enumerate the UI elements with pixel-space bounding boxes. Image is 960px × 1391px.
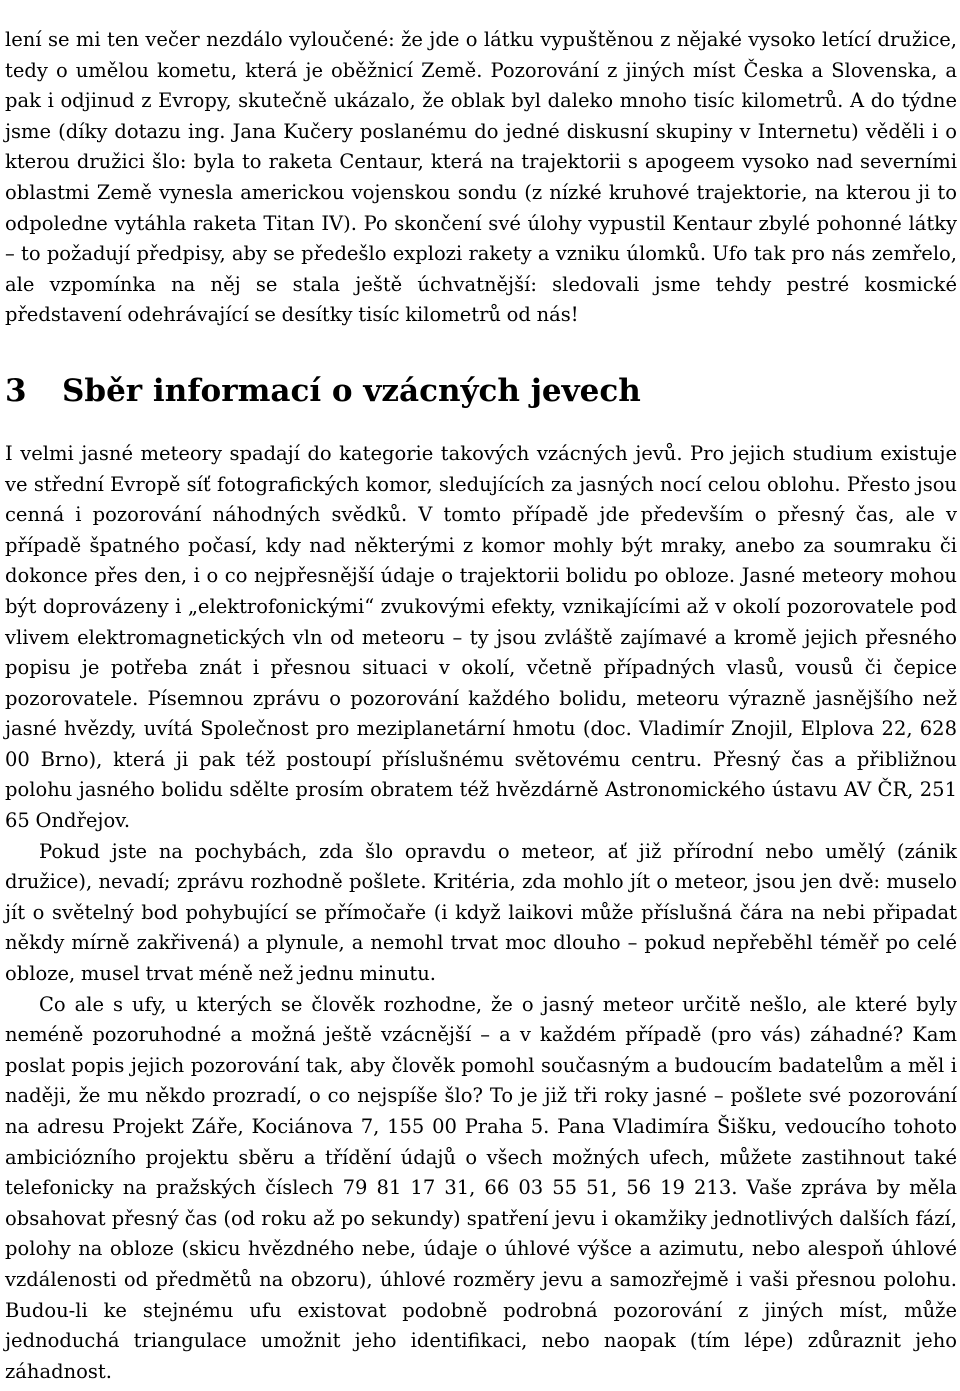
body-paragraph-3: Co ale s ufy, u kterých se člověk rozhodne, že o jasný meteor určitě nešlo, ale které byly neméně pozoruhodné a možná ještě vzácnější – a v každém případě (pro vás) záhadné? Kam poslat popis jejich pozorování tak, aby člověk pomohl současným a budoucím badatelům a měl i naději, že mu někdo prozradí, o co nejspíše šlo? To je již tři roky jasné – pošlete své pozorování na adresu Projekt Záře, Kociánova 7, 155 00 Praha 5. Pana Vladimíra Šišku, vedoucího tohoto ambiciózního projektu sběru a třídění údajů o všech možných ufech, můžete zastihnout také telefonicky na pražských číslech 79 81 17 31, 66 03 55 51, 56 19 213. Vaše zpráva by měla obsahovat přesný čas (od roku až po sekundy) spatření jevu i okamžiky jednotlivých dalších fází, polohy na obloze (skicu hvězdného nebe, údaje o úhlové výšce a azimutu, nebo alespoň úhlové vzdálenosti od předmětů na obzoru), úhlové rozměry jevu a samozřejmě i vaši přesnou polohu. Budou-li ke stejnému ufu existovat podobně podrobná pozorování z jiných míst, může jednoduchá triangulace umožnit jeho identifikaci, nebo naopak (tím lépe) zdůraznit jeho záhadnost. (5, 992, 957, 1383)
section-number: 3 (5, 372, 27, 409)
body-paragraph-2: Pokud jste na pochybách, zda šlo opravdu o meteor, ať již přírodní nebo umělý (zánik družice), nevadí; zprávu rozhodně pošlete. Kritéria, zda mohlo jít o meteor, jsou jen dvě: muselo jít o světelný bod pohybující se přímočaře (i když laikovi může příslušná čára na nebi připadat někdy mírně zakřivená) a plynule, a nemohl trvat moc dlouho – pokud nepřeběhl téměř po celé obloze, musel trvat méně než jednu minutu. (5, 839, 957, 986)
body-paragraph-1: I velmi jasné meteory spadají do kategorie takových vzácných jevů. Pro jejich studium existuje ve střední Evropě síť fotografických komor, sledujících za jasných nocí celou oblohu. Přesto jsou cenná i pozorování náhodných svědků. V tomto případě jde především o přesný čas, ale v případě špatného počasí, kdy nad některými z komor mohly být mraky, anebo za soumraku či dokonce přes den, i o co nejpřesnější údaje o trajektorii bolidu po obloze. Jasné meteory mohou být doprovázeny i „elektrofonickými“ zvukovými efekty, vznikajícími až v okolí pozorovatele pod vlivem elektromagnetických vln od meteoru – ty jsou zvláště zajímavé a kromě jejich přesného popisu je potřeba znát i přesnou situaci v okolí, včetně případných vlasů, vousů či čepice pozorovatele. Písemnou zprávu o pozorování každého bolidu, meteoru výrazně jasnějšího než jasné hvězdy, uvítá Společnost pro meziplanetární hmotu (doc. Vladimír Znojil, Elplova 22, 628 00 Brno), která ji pak též postoupí příslušnému světovému centru. Přesný čas a přibližnou polohu jasného bolidu sdělte prosím obratem též hvězdárně Astronomického ústavu AV ČR, 251 65 Ondřejov. (5, 441, 957, 833)
document-page (5, 0, 957, 1387)
continued-paragraph: lení se mi ten večer nezdálo vyloučené: že jde o látku vypuštěnou z nějaké vysoko letící družice, tedy o umělou kometu, která je oběžnicí Země. Pozorování z jiných míst Česka a Slovenska, a pak i odjinud z Evropy, skutečně ukázalo, že oblak byl daleko mnoho tisíc kilometrů. A do týdne jsme (díky dotazu ing. Jana Kučery poslanému do jedné diskusní skupiny v Internetu) věděli i o kterou družici šlo: byla to raketa Centaur, která na trajektorii s apogeem vysoko nad severními oblastmi Země vynesla americkou vojenskou sondu (z nízké kruhové trajektorie, na kterou ji to odpoledne vytáhla raketa Titan IV). Po skončení své úlohy vypustil Kentaur zbylé pohonné látky – to požadují předpisy, aby se předešlo explozi rakety a vzniku úlomků. Ufo tak pro nás zemřelo, ale vzpomínka na něj se stala ještě úchvatnější: sledovali jsme tehdy pestré kosmické představení odehrávající se desítky tisíc kilometrů od nás! (5, 28, 957, 327)
section-heading (5, 371, 957, 411)
section-title: Sběr informací o vzácných jevech (62, 372, 641, 409)
